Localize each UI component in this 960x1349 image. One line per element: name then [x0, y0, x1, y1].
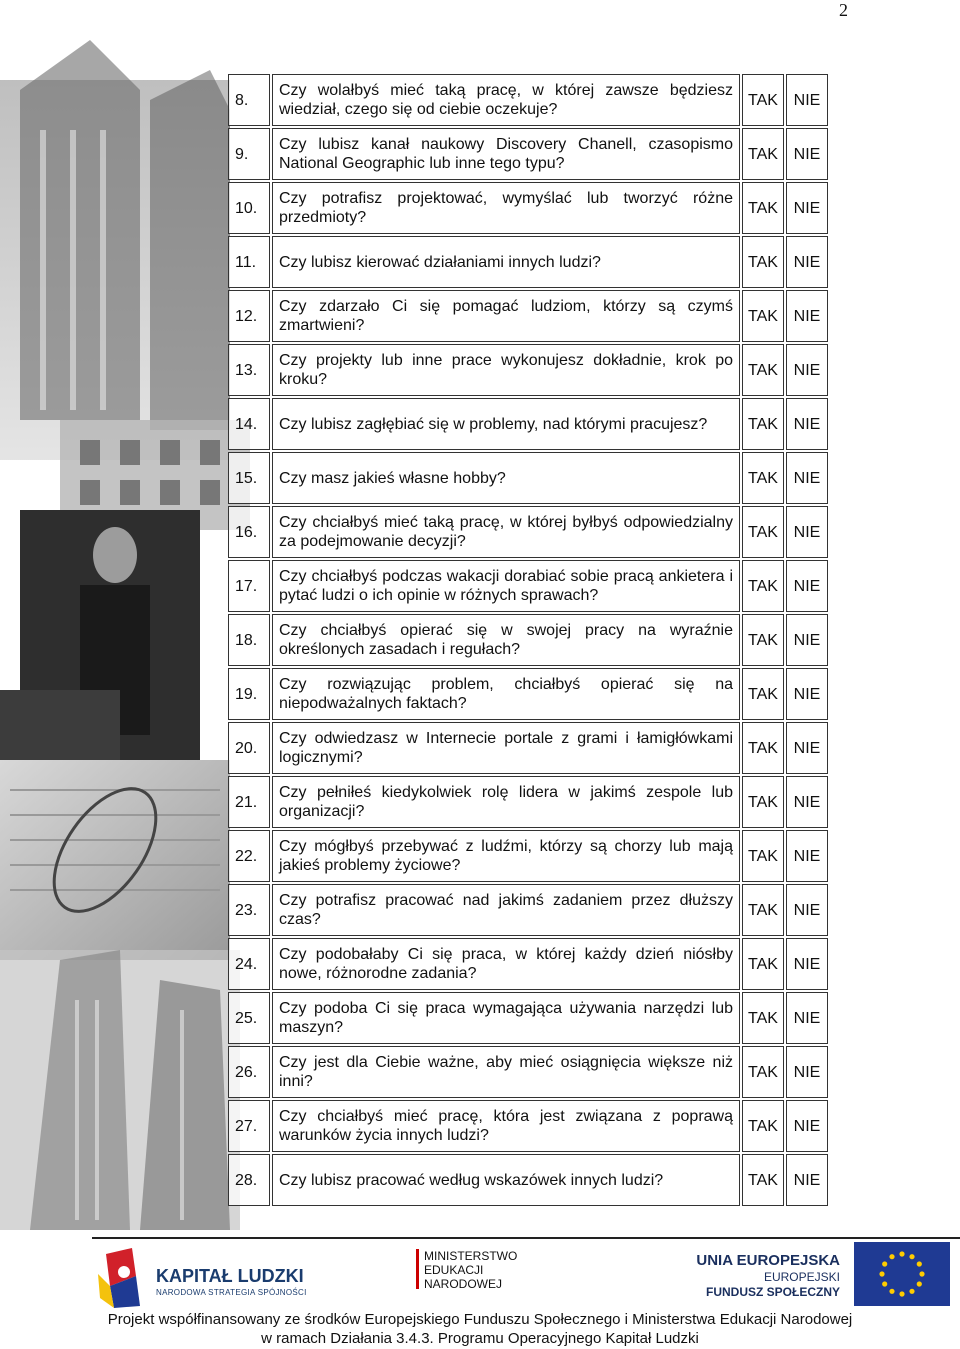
question-text: Czy lubisz kanał naukowy Discovery Chanell, czasopismo National Geographic lub inne tego typu? [272, 128, 740, 180]
question-number: 15. [228, 452, 270, 504]
question-number: 10. [228, 182, 270, 234]
answer-no[interactable]: NIE [786, 884, 828, 936]
answer-yes[interactable]: TAK [742, 776, 784, 828]
question-text: Czy chciałbyś mieć pracę, która jest związana z poprawą warunków życia innych ludzi? [272, 1100, 740, 1152]
ministry-line-2: EDUKACJI [424, 1263, 484, 1277]
eu-star-icon [889, 1254, 894, 1259]
question-number: 12. [228, 290, 270, 342]
answer-yes[interactable]: TAK [742, 668, 784, 720]
question-row [228, 74, 828, 126]
question-text: Czy chciałbyś mieć taką pracę, w której byłbyś odpowiedzialny za podejmowanie decyzji? [272, 506, 740, 558]
question-row [228, 1154, 828, 1206]
answer-yes[interactable]: TAK [742, 1154, 784, 1206]
answer-yes[interactable]: TAK [742, 398, 784, 450]
eu-star-icon [899, 1291, 904, 1296]
question-row [228, 290, 828, 342]
question-text: Czy masz jakieś własne hobby? [272, 452, 740, 504]
question-row [228, 128, 828, 180]
answer-yes[interactable]: TAK [742, 506, 784, 558]
question-row [228, 560, 828, 612]
answer-yes[interactable]: TAK [742, 74, 784, 126]
answer-no[interactable]: NIE [786, 290, 828, 342]
answer-yes[interactable]: TAK [742, 992, 784, 1044]
answer-no[interactable]: NIE [786, 938, 828, 990]
question-row [228, 938, 828, 990]
answer-no[interactable]: NIE [786, 668, 828, 720]
eu-title: UNIA EUROPEJSKA [696, 1252, 840, 1269]
question-number: 25. [228, 992, 270, 1044]
question-row [228, 1100, 828, 1152]
answer-yes[interactable]: TAK [742, 236, 784, 288]
question-row [228, 614, 828, 666]
eu-flag [854, 1242, 950, 1306]
answer-no[interactable]: NIE [786, 992, 828, 1044]
answer-yes[interactable]: TAK [742, 1046, 784, 1098]
question-text: Czy pełniłeś kiedykolwiek rolę lidera w jakimś zespole lub organizacji? [272, 776, 740, 828]
question-row [228, 992, 828, 1044]
answer-no[interactable]: NIE [786, 344, 828, 396]
answer-no[interactable]: NIE [786, 1100, 828, 1152]
eu-star-icon [909, 1289, 914, 1294]
eu-star-icon [909, 1254, 914, 1259]
eu-line-1: EUROPEJSKI [763, 1270, 840, 1284]
question-text: Czy odwiedzasz w Internecie portale z grami i łamigłówkami logicznymi? [272, 722, 740, 774]
questionnaire-table [226, 72, 830, 1208]
answer-yes[interactable]: TAK [742, 128, 784, 180]
question-row [228, 398, 828, 450]
question-number: 23. [228, 884, 270, 936]
question-text: Czy lubisz zagłębiać się w problemy, nad którymi pracujesz? [272, 398, 740, 450]
question-number: 27. [228, 1100, 270, 1152]
funding-line-1: Projekt współfinansowany ze środków Europejskiego Funduszu Społecznego i Ministerstwa Edukacji Narodowej [107, 1311, 853, 1328]
eu-star-icon [899, 1251, 904, 1256]
question-text: Czy podoba Ci się praca wymagająca używania narzędzi lub maszyn? [272, 992, 740, 1044]
eu-star-icon [882, 1261, 887, 1266]
answer-no[interactable]: NIE [786, 1046, 828, 1098]
answer-yes[interactable]: TAK [742, 1100, 784, 1152]
question-number: 28. [228, 1154, 270, 1206]
question-text: Czy potrafisz projektować, wymyślać lub tworzyć różne przedmioty? [272, 182, 740, 234]
answer-yes[interactable]: TAK [742, 290, 784, 342]
eu-label [696, 1252, 840, 1299]
question-number: 17. [228, 560, 270, 612]
question-row [228, 506, 828, 558]
kl-subtitle: NARODOWA STRATEGIA SPÓJNOŚCI [156, 1288, 307, 1297]
question-number: 26. [228, 1046, 270, 1098]
question-text: Czy rozwiązując problem, chciałbyś opierać się na niepodważalnych faktach? [272, 668, 740, 720]
question-number: 9. [228, 128, 270, 180]
answer-no[interactable]: NIE [786, 128, 828, 180]
answer-yes[interactable]: TAK [742, 722, 784, 774]
page-number: 2 [839, 0, 848, 20]
answer-no[interactable]: NIE [786, 182, 828, 234]
footer-divider [92, 1237, 960, 1239]
question-row [228, 452, 828, 504]
question-number: 22. [228, 830, 270, 882]
question-row [228, 236, 828, 288]
question-number: 24. [228, 938, 270, 990]
question-number: 8. [228, 74, 270, 126]
answer-no[interactable]: NIE [786, 560, 828, 612]
question-row [228, 1046, 828, 1098]
eu-star-icon [882, 1281, 887, 1286]
question-text: Czy lubisz kierować działaniami innych ludzi? [272, 236, 740, 288]
eu-star-icon [917, 1281, 922, 1286]
question-row [228, 182, 828, 234]
question-row [228, 884, 828, 936]
answer-no[interactable]: NIE [786, 506, 828, 558]
question-number: 16. [228, 506, 270, 558]
answer-no[interactable]: NIE [786, 1154, 828, 1206]
answer-yes[interactable]: TAK [742, 884, 784, 936]
eu-line-2: FUNDUSZ SPOŁECZNY [705, 1285, 840, 1299]
answer-no[interactable]: NIE [786, 452, 828, 504]
question-text: Czy jest dla Ciebie ważne, aby mieć osiągnięcia większe niż inni? [272, 1046, 740, 1098]
question-number: 18. [228, 614, 270, 666]
question-row [228, 344, 828, 396]
question-text: Czy chciałbyś opierać się w swojej pracy na wyraźnie określonych zasadach i regułach? [272, 614, 740, 666]
ministry-logo [424, 1249, 517, 1291]
answer-yes[interactable]: TAK [742, 182, 784, 234]
answer-no[interactable]: NIE [786, 74, 828, 126]
eu-star-icon [889, 1289, 894, 1294]
question-number: 21. [228, 776, 270, 828]
question-number: 20. [228, 722, 270, 774]
question-text: Czy chciałbyś podczas wakacji dorabiać sobie pracą ankietera i pytać ludzi o ich opinie w różnych sprawach? [272, 560, 740, 612]
ministry-bar [416, 1249, 419, 1289]
answer-no[interactable]: NIE [786, 398, 828, 450]
question-row [228, 722, 828, 774]
answer-yes[interactable]: TAK [742, 830, 784, 882]
question-text: Czy podobałaby Ci się praca, w której każdy dzień niósłby nowe, różnorodne zadania? [272, 938, 740, 990]
answer-no[interactable]: NIE [786, 236, 828, 288]
question-text: Czy potrafisz pracować nad jakimś zadaniem przez dłuższy czas? [272, 884, 740, 936]
answer-yes[interactable]: TAK [742, 344, 784, 396]
kl-title: KAPITAŁ LUDZKI [156, 1266, 304, 1286]
question-number: 11. [228, 236, 270, 288]
eu-star-icon [917, 1261, 922, 1266]
funding-line-2: w ramach Działania 3.4.3. Programu Operacyjnego Kapitał Ludzki [261, 1330, 699, 1347]
question-number: 14. [228, 398, 270, 450]
ministry-line-3: NARODOWEJ [424, 1277, 502, 1291]
answer-yes[interactable]: TAK [742, 452, 784, 504]
question-text: Czy zdarzało Ci się pomagać ludziom, którzy są czymś zmartwieni? [272, 290, 740, 342]
question-row [228, 776, 828, 828]
question-number: 13. [228, 344, 270, 396]
question-text: Czy projekty lub inne prace wykonujesz dokładnie, krok po kroku? [272, 344, 740, 396]
question-text: Czy lubisz pracować według wskazówek innych ludzi? [272, 1154, 740, 1206]
answer-no[interactable]: NIE [786, 722, 828, 774]
answer-no[interactable]: NIE [786, 830, 828, 882]
eu-star-icon [879, 1271, 884, 1276]
question-number: 19. [228, 668, 270, 720]
question-row [228, 668, 828, 720]
answer-yes[interactable]: TAK [742, 938, 784, 990]
question-row [228, 830, 828, 882]
answer-no[interactable]: NIE [786, 614, 828, 666]
question-text: Czy mógłbyś przebywać z ludźmi, którzy są chorzy lub mają jakieś problemy życiowe? [272, 830, 740, 882]
answer-no[interactable]: NIE [786, 776, 828, 828]
answer-yes[interactable]: TAK [742, 560, 784, 612]
funding-statement [0, 1310, 960, 1348]
answer-yes[interactable]: TAK [742, 614, 784, 666]
question-text: Czy wolałbyś mieć taką pracę, w której zawsze będziesz wiedział, czego się od ciebie oczekuje? [272, 74, 740, 126]
eu-star-icon [919, 1271, 924, 1276]
ministry-line-1: MINISTERSTWO [424, 1249, 518, 1263]
